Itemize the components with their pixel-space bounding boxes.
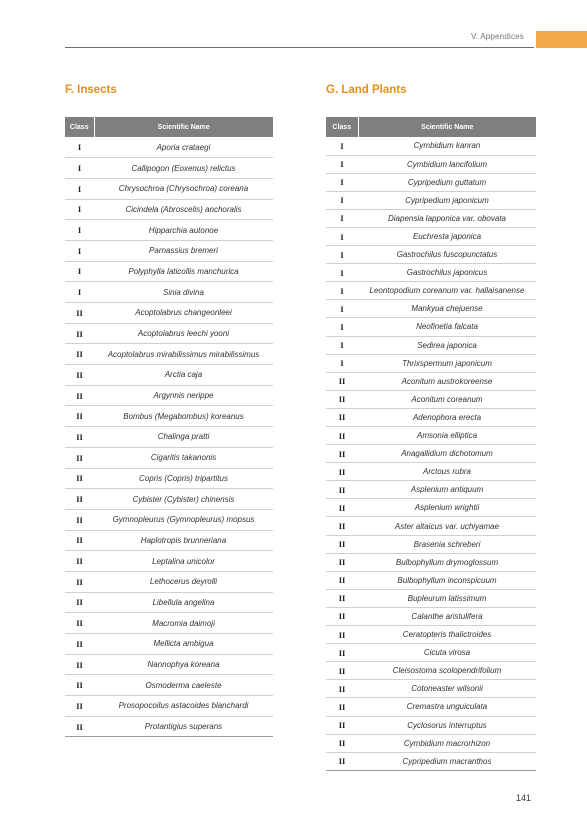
scientific-name-cell: Acoptolabrus leechi yooni — [94, 323, 273, 344]
scientific-name-cell: Mellicta ambigua — [94, 634, 273, 655]
table-header-row — [326, 117, 536, 137]
class-cell: II — [326, 499, 358, 517]
scientific-name-cell: Aconitum coreanum — [358, 390, 536, 408]
scientific-name-cell: Diapensia lapponica var. obovata — [358, 209, 536, 227]
scientific-name-cell: Protantigius superans — [94, 716, 273, 737]
table-row — [65, 571, 273, 592]
scientific-name-cell: Acoptolabrus changeonleei — [94, 303, 273, 324]
table-row — [65, 447, 273, 468]
class-cell: I — [326, 173, 358, 191]
scientific-name-cell: Nannophya koreana — [94, 654, 273, 675]
table-row — [326, 517, 536, 535]
class-cell: II — [326, 662, 358, 680]
scientific-name-cell: Cymbidium lancifolium — [358, 155, 536, 173]
class-cell: II — [65, 654, 94, 675]
table-row — [326, 607, 536, 625]
class-cell: II — [326, 390, 358, 408]
header-rule — [65, 47, 534, 48]
table-row — [326, 282, 536, 300]
table-row — [65, 261, 273, 282]
table-row — [326, 318, 536, 336]
plants-table-body — [326, 137, 536, 770]
class-cell: I — [65, 282, 94, 303]
scientific-name-cell: Euchresta japonica — [358, 227, 536, 245]
scientific-name-cell: Bulbophyllum inconspicuum — [358, 571, 536, 589]
table-row — [65, 178, 273, 199]
table-row — [65, 385, 273, 406]
scientific-name-cell: Aster altaicus var. uchiyamae — [358, 517, 536, 535]
class-cell: I — [326, 227, 358, 245]
scientific-name-cell: Cigaritis takanonis — [94, 447, 273, 468]
class-cell: II — [326, 644, 358, 662]
class-cell: I — [326, 137, 358, 155]
class-cell: II — [65, 592, 94, 613]
class-cell: II — [65, 696, 94, 717]
table-row — [65, 613, 273, 634]
class-cell: II — [65, 634, 94, 655]
class-cell: II — [326, 680, 358, 698]
class-cell: II — [65, 675, 94, 696]
class-cell: II — [65, 447, 94, 468]
table-row — [326, 716, 536, 734]
table-row — [326, 191, 536, 209]
table-row — [65, 530, 273, 551]
class-cell: II — [326, 716, 358, 734]
table-row — [326, 155, 536, 173]
class-cell: II — [65, 385, 94, 406]
table-row — [65, 365, 273, 386]
scientific-name-cell: Cremastra unguiculata — [358, 698, 536, 716]
insects-section-title: F. Insects — [65, 84, 117, 96]
class-cell: II — [65, 551, 94, 572]
scientific-name-cell: Argynnis nerippe — [94, 385, 273, 406]
table-row — [326, 445, 536, 463]
class-cell: I — [326, 209, 358, 227]
insects-table-body — [65, 137, 273, 737]
scientific-name-cell: Sinia divina — [94, 282, 273, 303]
plants-section-title: G. Land Plants — [326, 84, 407, 96]
scientific-name-cell: Ceratopteris thalictroides — [358, 626, 536, 644]
scientific-name-cell: Adenophora erecta — [358, 408, 536, 426]
class-cell: I — [65, 261, 94, 282]
scientific-name-cell: Polyphylla laticollis manchurica — [94, 261, 273, 282]
class-cell: I — [65, 178, 94, 199]
table-row — [65, 592, 273, 613]
class-cell: II — [65, 323, 94, 344]
table-row — [65, 199, 273, 220]
table-row — [326, 173, 536, 191]
scientific-name-cell: Cymbidium macrorhizon — [358, 734, 536, 752]
class-cell: II — [326, 607, 358, 625]
scientific-name-cell: Asplenium antiquum — [358, 481, 536, 499]
table-row — [326, 662, 536, 680]
scientific-name-cell: Libellula angelina — [94, 592, 273, 613]
class-cell: II — [326, 481, 358, 499]
table-header-row — [65, 117, 273, 137]
table-row — [326, 626, 536, 644]
table-row — [65, 220, 273, 241]
scientific-name-cell: Bulbophyllum drymoglossum — [358, 553, 536, 571]
table-row — [65, 323, 273, 344]
table-row — [326, 499, 536, 517]
scientific-name-cell: Cyclosorus interruptus — [358, 716, 536, 734]
class-cell: II — [326, 408, 358, 426]
scientific-name-cell: Acoptolabrus mirabilissimus mirabilissimus — [94, 344, 273, 365]
name-column-header: Scientific Name — [358, 117, 536, 137]
table-row — [65, 427, 273, 448]
scientific-name-cell: Cypripedium macranthos — [358, 752, 536, 770]
table-row — [326, 427, 536, 445]
page-number: 141 — [516, 793, 532, 803]
scientific-name-cell: Neofinetia falcata — [358, 318, 536, 336]
scientific-name-cell: Anagallidium dichotomum — [358, 445, 536, 463]
scientific-name-cell: Callipogon (Eoxenus) relictus — [94, 158, 273, 179]
scientific-name-cell: Lethocerus deyrolli — [94, 571, 273, 592]
table-row — [326, 300, 536, 318]
table-row — [326, 734, 536, 752]
scientific-name-cell: Cleisostoma scolopendrifolium — [358, 662, 536, 680]
class-cell: I — [65, 240, 94, 261]
scientific-name-cell: Leptalina unicolor — [94, 551, 273, 572]
table-row — [65, 344, 273, 365]
table-row — [65, 675, 273, 696]
name-column-header: Scientific Name — [94, 117, 273, 137]
class-cell: I — [326, 191, 358, 209]
class-cell: I — [326, 155, 358, 173]
table-row — [65, 509, 273, 530]
class-cell: II — [65, 530, 94, 551]
scientific-name-cell: Hipparchia autonoe — [94, 220, 273, 241]
scientific-name-cell: Arctia caja — [94, 365, 273, 386]
running-header: V. Appendices — [470, 32, 524, 41]
table-row — [326, 408, 536, 426]
table-row — [326, 571, 536, 589]
scientific-name-cell: Cybister (Cybister) chinensis — [94, 489, 273, 510]
class-cell: II — [65, 571, 94, 592]
scientific-name-cell: Gymnopleurus (Gymnopleurus) mopsus — [94, 509, 273, 530]
table-row — [326, 535, 536, 553]
scientific-name-cell: Copris (Copris) tripartitus — [94, 468, 273, 489]
class-cell: II — [65, 489, 94, 510]
class-cell: II — [326, 752, 358, 770]
table-row — [326, 336, 536, 354]
table-row — [326, 752, 536, 770]
section-tab-marker — [536, 31, 587, 48]
class-cell: II — [326, 589, 358, 607]
table-row — [326, 680, 536, 698]
scientific-name-cell: Parnassius bremeri — [94, 240, 273, 261]
table-row — [65, 489, 273, 510]
class-cell: I — [326, 318, 358, 336]
scientific-name-cell: Gastrochilus fuscopunctatus — [358, 246, 536, 264]
table-row — [326, 137, 536, 155]
table-row — [65, 158, 273, 179]
scientific-name-cell: Asplenium wrightii — [358, 499, 536, 517]
table-row — [326, 553, 536, 571]
table-row — [65, 406, 273, 427]
class-cell: II — [65, 509, 94, 530]
scientific-name-cell: Macromia daimoji — [94, 613, 273, 634]
scientific-name-cell: Cotoneaster wilsonii — [358, 680, 536, 698]
table-row — [326, 354, 536, 372]
scientific-name-cell: Cypripedium japonicum — [358, 191, 536, 209]
class-cell: II — [65, 427, 94, 448]
class-cell: II — [326, 372, 358, 390]
scientific-name-cell: Amsonia elliptica — [358, 427, 536, 445]
table-row — [326, 589, 536, 607]
table-row — [326, 463, 536, 481]
insects-table — [65, 117, 273, 737]
scientific-name-cell: Brasenia schreberi — [358, 535, 536, 553]
table-row — [326, 698, 536, 716]
scientific-name-cell: Cicuta virosa — [358, 644, 536, 662]
class-cell: I — [326, 354, 358, 372]
scientific-name-cell: Aconitum austrokoreense — [358, 372, 536, 390]
scientific-name-cell: Cicindela (Abroscelis) anchoralis — [94, 199, 273, 220]
scientific-name-cell: Bombus (Megabombus) koreanus — [94, 406, 273, 427]
table-row — [65, 654, 273, 675]
table-row — [65, 240, 273, 261]
class-column-header: Class — [326, 117, 358, 137]
class-cell: II — [326, 553, 358, 571]
class-cell: I — [326, 282, 358, 300]
class-cell: II — [326, 463, 358, 481]
plants-table — [326, 117, 536, 771]
table-row — [65, 634, 273, 655]
class-cell: II — [326, 698, 358, 716]
table-row — [326, 372, 536, 390]
table-row — [65, 696, 273, 717]
scientific-name-cell: Cymbidium kanran — [358, 137, 536, 155]
table-row — [326, 264, 536, 282]
scientific-name-cell: Calanthe aristulifera — [358, 607, 536, 625]
class-cell: II — [65, 303, 94, 324]
scientific-name-cell: Thrixspermum japonicum — [358, 354, 536, 372]
class-cell: II — [326, 517, 358, 535]
class-cell: I — [65, 158, 94, 179]
table-row — [326, 390, 536, 408]
scientific-name-cell: Bupleurum latissimum — [358, 589, 536, 607]
scientific-name-cell: Haplotropis brunneriana — [94, 530, 273, 551]
class-cell: II — [65, 613, 94, 634]
scientific-name-cell: Gastrochilus japonicus — [358, 264, 536, 282]
table-row — [326, 481, 536, 499]
class-cell: II — [326, 734, 358, 752]
table-row — [326, 644, 536, 662]
table-row — [326, 227, 536, 245]
scientific-name-cell: Arctous rubra — [358, 463, 536, 481]
class-cell: II — [326, 571, 358, 589]
class-cell: I — [326, 300, 358, 318]
class-cell: II — [65, 406, 94, 427]
scientific-name-cell: Aporia crataegi — [94, 137, 273, 158]
table-row — [65, 551, 273, 572]
scientific-name-cell: Cypripedium guttatum — [358, 173, 536, 191]
class-cell: II — [326, 626, 358, 644]
scientific-name-cell: Prosopocoilus astacoides blanchardi — [94, 696, 273, 717]
scientific-name-cell: Mankyua chejuense — [358, 300, 536, 318]
scientific-name-cell: Chalinga pratti — [94, 427, 273, 448]
table-row — [65, 716, 273, 737]
class-cell: II — [65, 365, 94, 386]
scientific-name-cell: Leontopodium coreanum var. hallaisanense — [358, 282, 536, 300]
class-cell: I — [326, 264, 358, 282]
class-column-header: Class — [65, 117, 94, 137]
class-cell: II — [65, 716, 94, 737]
class-cell: I — [65, 220, 94, 241]
class-cell: II — [65, 468, 94, 489]
table-row — [65, 282, 273, 303]
class-cell: II — [65, 344, 94, 365]
class-cell: II — [326, 427, 358, 445]
class-cell: II — [326, 535, 358, 553]
class-cell: I — [326, 336, 358, 354]
table-row — [65, 468, 273, 489]
class-cell: I — [326, 246, 358, 264]
class-cell: I — [65, 199, 94, 220]
class-cell: I — [65, 137, 94, 158]
scientific-name-cell: Osmoderma caeleste — [94, 675, 273, 696]
table-row — [326, 246, 536, 264]
table-row — [326, 209, 536, 227]
class-cell: II — [326, 445, 358, 463]
table-row — [65, 303, 273, 324]
table-row — [65, 137, 273, 158]
scientific-name-cell: Chrysochroa (Chrysochroa) coreana — [94, 178, 273, 199]
scientific-name-cell: Sedirea japonica — [358, 336, 536, 354]
